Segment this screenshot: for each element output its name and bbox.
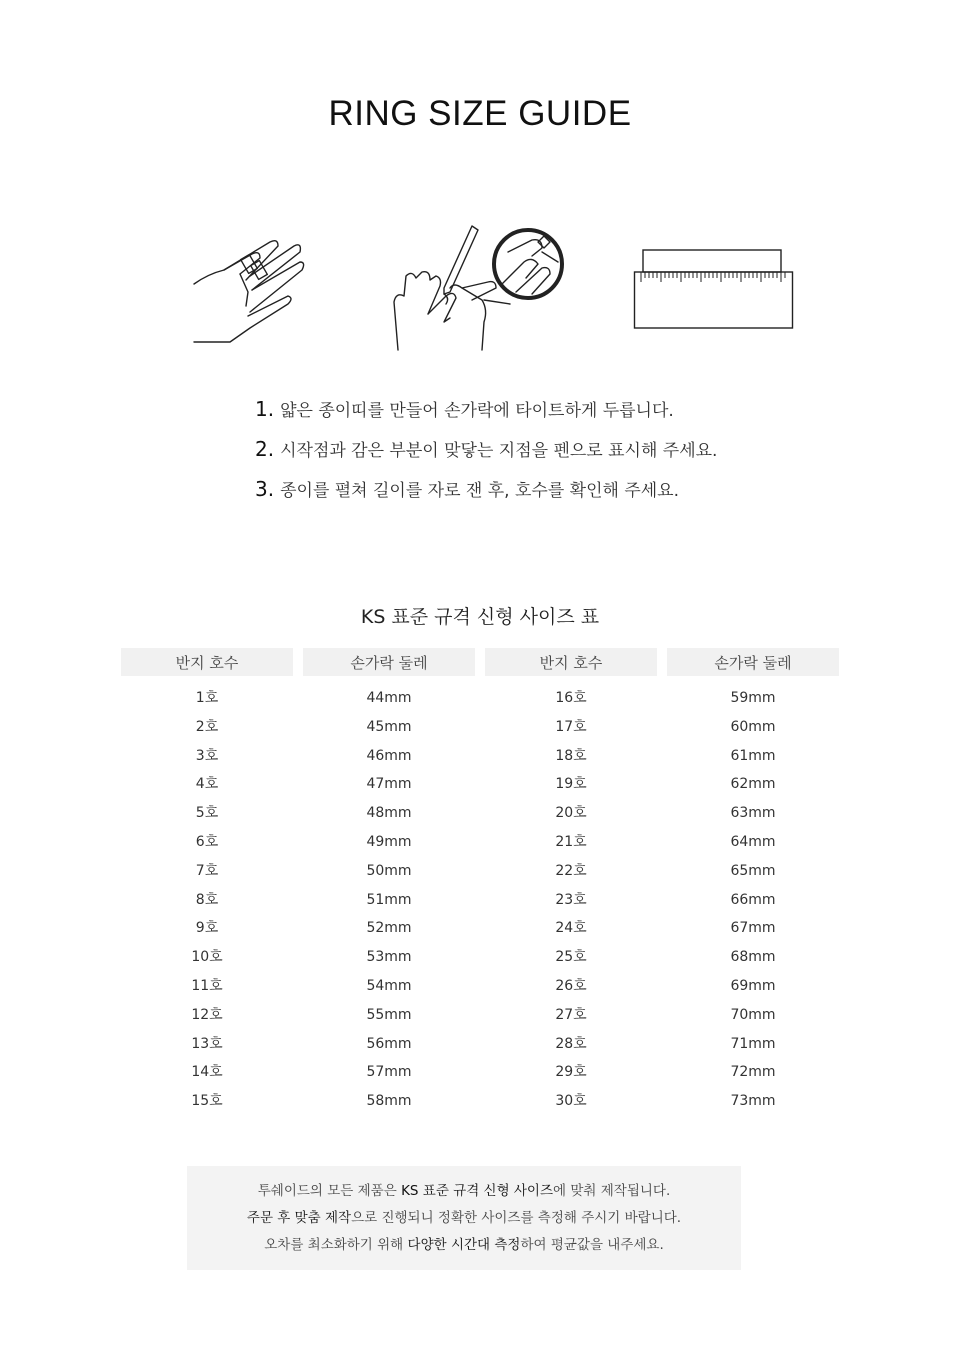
- ring-size-cell: 8호: [195, 891, 219, 908]
- circumference-cell: 54mm: [366, 978, 412, 994]
- circumference-cell: 66mm: [730, 891, 776, 908]
- ring-size-cell: 21호: [555, 834, 587, 850]
- ring-size-cell: 26호: [555, 978, 587, 994]
- ring-size-cell: 30호: [555, 1093, 587, 1110]
- step-number: 2.: [255, 437, 275, 461]
- ring-size-cell: 2호: [195, 718, 219, 735]
- ring-size-cell: 22호: [555, 862, 587, 879]
- step-text: 얇은 종이띠를 만들어 손가락에 타이트하게 두릅니다.: [280, 401, 674, 421]
- ring-size-cell: 7호: [195, 862, 219, 879]
- header-ring-size: 반지 호수: [121, 648, 293, 676]
- ring-size-cell: 4호: [195, 776, 219, 793]
- ring-size-cell: 20호: [555, 805, 587, 822]
- ring-size-cell: 1호: [195, 690, 219, 706]
- circumference-cell: 68mm: [730, 949, 776, 966]
- header-finger-circumference: 손가락 둘레: [303, 648, 475, 676]
- circumference-cell: 61mm: [730, 747, 776, 764]
- ring-size-cell: 12호: [191, 1006, 223, 1023]
- notice-highlight: 다양한 시간대 측정: [407, 1236, 521, 1253]
- ruler-icon: [633, 248, 795, 330]
- circumference-cell: 50mm: [366, 862, 412, 879]
- circumference-cell: 63mm: [730, 805, 776, 822]
- ring-size-cell: 16호: [555, 690, 587, 706]
- circumference-cell: 46mm: [366, 747, 412, 764]
- ring-size-cell: 15호: [191, 1093, 223, 1110]
- ring-size-cell: 13호: [191, 1035, 223, 1052]
- circumference-cell: 69mm: [730, 978, 776, 994]
- circumference-cell: 72mm: [730, 1064, 776, 1081]
- circumference-cell: 53mm: [366, 949, 412, 966]
- step-text: 종이를 펼쳐 길이를 자로 잰 후, 호수를 확인해 주세요.: [280, 481, 679, 501]
- circumference-cell: 48mm: [366, 805, 412, 822]
- circumference-cell: 70mm: [730, 1006, 776, 1023]
- notice-line-2: 주문 후 맞춤 제작으로 진행되니 정확한 사이즈를 측정해 주시기 바랍니다.: [246, 1209, 682, 1226]
- circumference-cell: 55mm: [366, 1006, 412, 1023]
- ring-size-cell: 18호: [555, 747, 587, 764]
- page-title: RING SIZE GUIDE: [328, 94, 632, 133]
- ring-size-cell: 27호: [555, 1006, 587, 1023]
- notice-highlight: 주문 후 맞춤 제작: [246, 1209, 352, 1226]
- notice-line-1: 투쉐이드의 모든 제품은 KS 표준 규격 신형 사이즈에 맞춰 제작됩니다.: [257, 1182, 671, 1199]
- circumference-cell: 60mm: [730, 718, 776, 735]
- ring-size-cell: 23호: [555, 891, 587, 908]
- step-3: [255, 476, 717, 516]
- ring-size-cell: 28호: [555, 1035, 587, 1052]
- circumference-cell: 62mm: [730, 776, 776, 793]
- ring-size-cell: 5호: [195, 805, 219, 822]
- circumference-cell: 57mm: [366, 1064, 412, 1081]
- circumference-cell: 64mm: [730, 834, 776, 850]
- circumference-cell: 49mm: [366, 834, 412, 850]
- circumference-cell: 52mm: [366, 920, 412, 937]
- header-finger-circumference: 손가락 둘레: [667, 648, 839, 676]
- circumference-cell: 44mm: [366, 690, 412, 706]
- circumference-cell: 65mm: [730, 862, 776, 879]
- ring-size-cell: 9호: [195, 920, 219, 937]
- step-1: [255, 396, 717, 436]
- circumference-cell: 59mm: [730, 690, 776, 706]
- circumference-cell: 51mm: [366, 891, 412, 908]
- notice-highlight: KS 표준 규격 신형 사이즈: [401, 1182, 554, 1199]
- ring-size-cell: 14호: [191, 1064, 223, 1081]
- notice-box: [187, 1166, 741, 1270]
- ring-size-cell: 29호: [555, 1064, 587, 1081]
- step-text: 시작점과 감은 부분이 맞닿는 지점을 펜으로 표시해 주세요.: [280, 441, 718, 461]
- mark-with-pen-icon: [392, 222, 570, 354]
- ring-size-cell: 11호: [191, 978, 223, 994]
- step-number: 1.: [255, 397, 275, 421]
- ring-size-cell: 19호: [555, 776, 587, 793]
- circumference-cell: 56mm: [366, 1035, 412, 1052]
- circumference-cell: 73mm: [730, 1093, 776, 1110]
- step-2: [255, 436, 717, 476]
- ring-size-cell: 17호: [555, 718, 587, 735]
- circumference-cell: 58mm: [366, 1093, 412, 1110]
- header-ring-size: 반지 호수: [485, 648, 657, 676]
- ring-size-cell: 10호: [191, 949, 223, 966]
- circumference-cell: 47mm: [366, 776, 412, 793]
- step-number: 3.: [255, 477, 275, 501]
- ring-size-cell: 6호: [195, 834, 219, 850]
- ring-size-cell: 25호: [555, 949, 587, 966]
- circumference-cell: 67mm: [730, 920, 776, 937]
- ring-size-cell: 3호: [195, 747, 219, 764]
- hand-wrapped-finger-icon: [190, 232, 310, 348]
- circumference-cell: 71mm: [730, 1035, 776, 1052]
- circumference-cell: 45mm: [366, 718, 412, 735]
- ring-size-cell: 24호: [555, 920, 587, 937]
- instruction-steps: [255, 396, 717, 516]
- size-table-title: KS 표준 규격 신형 사이즈 표: [360, 606, 600, 628]
- notice-line-3: 오차를 최소화하기 위해 다양한 시간대 측정하여 평균값을 내주세요.: [264, 1236, 664, 1253]
